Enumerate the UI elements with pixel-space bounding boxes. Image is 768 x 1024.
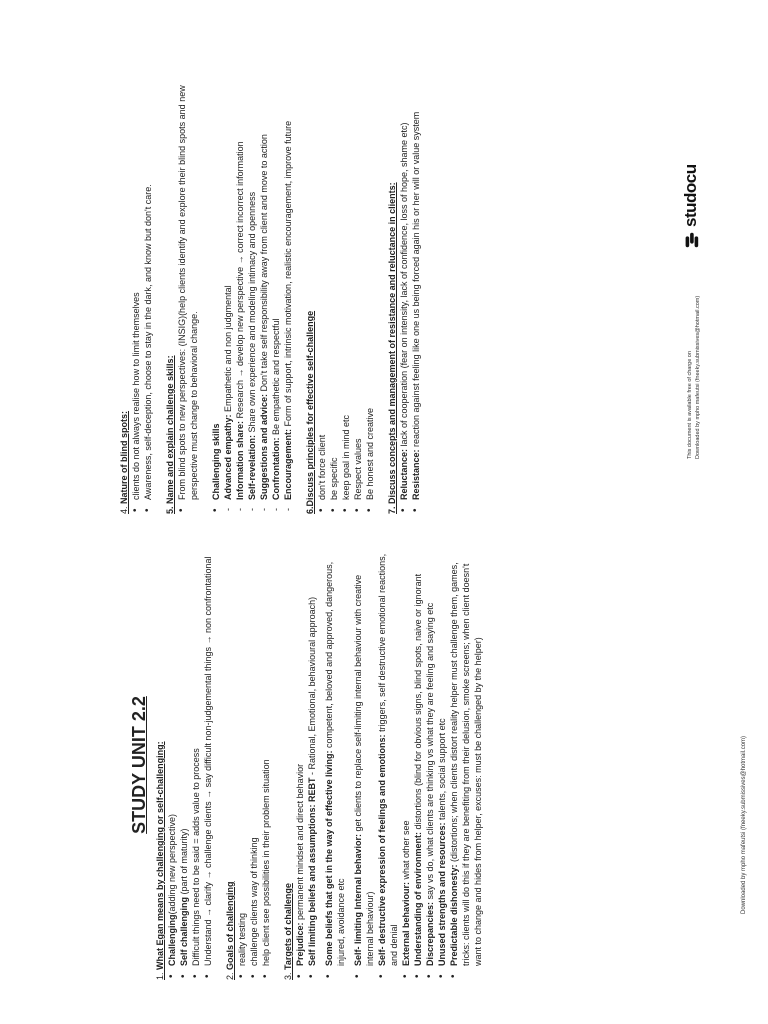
list-item-text: talents, social support etc	[437, 718, 447, 823]
right-column	[118, 74, 422, 514]
footer-downloaded: Downloaded by mpho mafeutsi (fneeky.submissives@hotmail.com)	[695, 295, 701, 459]
list-item	[222, 74, 234, 514]
list-item	[234, 74, 246, 514]
section-7-list	[398, 74, 422, 514]
list-item-text: Research → develop new perspective → correct incorrect information	[235, 141, 245, 421]
studocu-logo	[682, 164, 700, 249]
list-item	[436, 550, 448, 980]
list-item	[248, 550, 260, 980]
list-item-text: challenge clients way of thinking	[249, 837, 259, 966]
list-item-text: triggers, self destructive emotional reactions, and denial	[377, 553, 399, 966]
list-item-term: Discrepancies:	[425, 901, 435, 966]
section-4-heading	[118, 74, 130, 514]
section-5-list	[176, 74, 200, 514]
section-2-list	[236, 550, 272, 980]
list-item	[178, 550, 190, 980]
list-item	[340, 74, 352, 514]
list-item-text: competent, beloved and approved, dangerous, injured, avoidance etc	[324, 561, 346, 966]
list-item-text: what other see	[401, 820, 411, 882]
list-item	[282, 74, 294, 514]
list-item	[364, 74, 376, 514]
list-item-text: get clients to replace self-limiting internal behaviour with creative internal behaviour)	[353, 574, 375, 966]
list-item-text: permanent mindset and direct behavior	[295, 763, 305, 923]
page-title: STUDY UNIT 2.2	[129, 696, 149, 834]
list-item-text: reality testing	[237, 912, 247, 966]
section-7	[386, 74, 422, 514]
list-item-text: From blind spots to new perspectives: (INSIG)(help clients identify and explore their blind spots and new perspective must change to behavioral change.	[177, 85, 199, 500]
list-item	[424, 550, 436, 980]
list-item-text: distortions (blind for obvious signs, blind spots, naive or ignorant	[413, 573, 423, 832]
list-item-term: Resistance:	[411, 449, 421, 500]
list-item-text: Understand → clarify → challenge clients → say difficult non-judgemental things → non confrontational	[203, 556, 213, 966]
left-column	[128, 550, 484, 980]
list-item-term: Advanced empathy:	[223, 414, 233, 500]
section-1	[154, 550, 214, 980]
list-item	[412, 550, 424, 980]
list-item-term: Self challenging	[179, 896, 189, 966]
list-item	[190, 550, 202, 980]
section-2-number: 2.	[225, 972, 235, 980]
list-item-text: Don't take self responsibility away from client and move to action	[259, 134, 269, 394]
studocu-logo-text: studocu	[681, 164, 700, 227]
list-item	[316, 74, 328, 514]
skills-heading-item	[210, 74, 222, 514]
list-item	[258, 74, 270, 514]
list-item-text: clients do not always realise how to limit themselves	[131, 292, 141, 500]
list-item	[294, 550, 306, 980]
list-item-term: Some beliefs that get in the way of effective living:	[324, 750, 334, 966]
section-6-heading: 6.Discuss principles for effective self-challenge	[305, 310, 315, 514]
left-footer: Downloaded by mpho mafeutsi (fneeky.submissives@hotmail.com)	[741, 735, 747, 914]
list-item	[260, 550, 272, 980]
list-item-text: Be empathetic and respectful	[271, 318, 281, 438]
list-item-term: Self- destructive expression of feelings and emotions:	[377, 734, 387, 966]
list-item-term: Encouragement:	[283, 428, 293, 500]
section-3-list-beliefs	[323, 550, 347, 980]
section-5	[164, 74, 200, 514]
list-item-text: Difficult things need to be said = adds value to process	[191, 748, 201, 966]
list-item-term: Unused strengths and resources:	[437, 822, 447, 966]
list-item-text: Be honest and creative	[365, 407, 375, 500]
section-6-list	[316, 74, 376, 514]
list-item-text: (distortions; when clients distort reality helper must challenge them, games, tricks: clients will do this if they are benefiting from their delusion, smoke screens; when client doesn't want to change and hides from helper, excuses: must be challenged by the helper)	[449, 562, 483, 966]
list-item-text: Awareness, self-deception, choose to stay in the dark, and know but don't care.	[143, 184, 153, 500]
section-4-number: 4.	[119, 506, 129, 514]
list-item	[202, 550, 214, 980]
list-item	[352, 550, 376, 980]
list-item-term: Confrontation:	[271, 437, 281, 500]
list-item-text: keep goal in mind etc	[341, 414, 351, 500]
section-6	[304, 74, 376, 514]
footer-availability: This document is available free of charge on	[687, 351, 693, 459]
skills-heading: Challenging skills	[211, 423, 221, 500]
list-item-term: Reluctance:	[399, 448, 409, 500]
section-1-number: 1.	[155, 972, 165, 980]
list-item-term: External behaviour:	[401, 881, 411, 966]
section-3-title: Targets of challenge	[283, 883, 293, 970]
list-item-term: Self limiting beliefs and assumptions: REBT	[307, 777, 317, 966]
list-item	[246, 74, 258, 514]
list-item-text: (part of maturity)	[179, 828, 189, 897]
list-item	[166, 550, 178, 980]
section-3-number: 3.	[283, 972, 293, 980]
list-item	[130, 74, 142, 514]
list-item	[142, 74, 154, 514]
section-4	[118, 74, 154, 514]
list-item-term: Self- limiting Internal behavior:	[353, 833, 363, 966]
list-item-term: Self-revelation:	[247, 434, 257, 500]
section-3-list	[294, 550, 318, 980]
section-3	[282, 550, 484, 980]
list-item-text: Form of support, intrinsic motivation, realistic encouragement, improve future	[283, 120, 293, 429]
section-3-heading	[282, 550, 294, 980]
list-item	[410, 74, 422, 514]
section-2-title: Goals of challenging	[225, 881, 235, 970]
list-item-text: Share own experience and modeling intimacy and openness	[247, 191, 257, 435]
list-item-text: lack of cooperation (fear on intensity, lack of confidence, loss of hope, shame etc)	[399, 122, 409, 449]
list-item-term: Prejudice:	[295, 922, 305, 966]
list-item	[270, 74, 282, 514]
list-item	[352, 74, 364, 514]
list-item-term: Information share:	[235, 420, 245, 500]
section-2-heading	[224, 550, 236, 980]
list-item	[398, 74, 410, 514]
list-item-text: be specific	[329, 457, 339, 500]
list-item-term: Understanding of environment:	[413, 831, 423, 966]
section-1-title: What Egan means by challenging or self-challenging:	[155, 741, 165, 970]
section-4-list	[130, 74, 154, 514]
list-item	[376, 550, 400, 980]
list-item-text: (adding new perspective)	[167, 813, 177, 915]
list-item-text: reaction against feeling like one us being forced again his or her will or value system	[411, 111, 421, 450]
list-item	[176, 74, 200, 514]
section-4-title: Nature of blind spots:	[119, 410, 129, 504]
skills-list	[222, 74, 294, 514]
section-1-list	[166, 550, 214, 980]
studocu-logo-icon	[682, 231, 700, 249]
section-7-heading: 7. Discuss concepts and management of resistance and reluctance in clients:	[387, 182, 397, 514]
section-1-heading	[154, 550, 166, 980]
list-item-text: don't force client	[317, 434, 327, 500]
list-item-text: help client see possibilities in their problem situation	[261, 759, 271, 966]
list-item	[328, 74, 340, 514]
section-2	[224, 550, 272, 980]
list-item-text: say vs do, what clients are thinking vs what they are feeling and saying etc	[425, 602, 435, 902]
list-item-term: Predictable dishonesty:	[449, 864, 459, 966]
challenging-skills	[210, 74, 294, 514]
list-item	[448, 550, 484, 980]
list-item	[306, 550, 318, 980]
right-footer	[686, 219, 702, 459]
list-item-text: Empathetic and non judgmental	[223, 285, 233, 415]
list-item-term: Suggestions and advice:	[259, 393, 269, 500]
section-3-list-targets	[352, 550, 484, 980]
list-item-term: Challenging	[167, 914, 177, 966]
list-item-text: Respect values	[353, 438, 363, 500]
list-item	[400, 550, 412, 980]
list-item	[236, 550, 248, 980]
list-item	[323, 550, 347, 980]
list-item-text: - Rational, Emotional, behavioural approach)	[307, 596, 317, 778]
section-5-heading: 5. Name and explain challenge skills:	[165, 355, 175, 514]
